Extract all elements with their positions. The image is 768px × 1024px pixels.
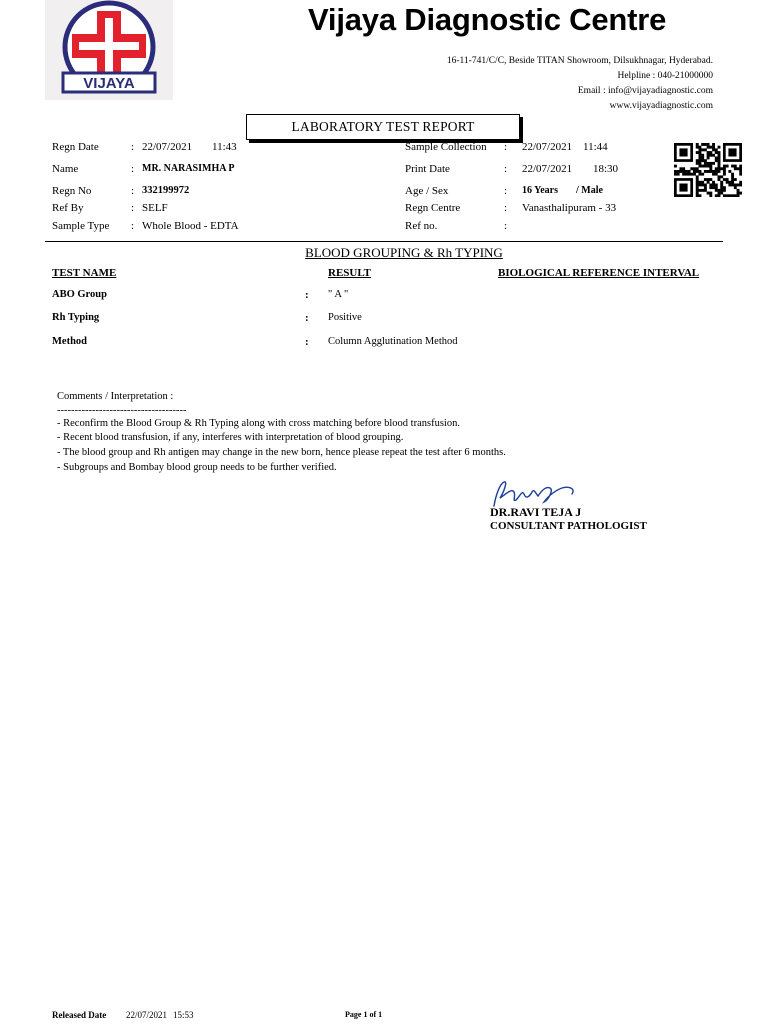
colon: : bbox=[504, 185, 508, 197]
centre-email[interactable]: Email : info@vijayadiagnostic.com bbox=[577, 86, 713, 96]
column-test-name: TEST NAME bbox=[52, 267, 117, 279]
sample-collection-label: Sample Collection bbox=[405, 141, 487, 153]
section-title-text: BLOOD GROUPING & Rh TYPING bbox=[305, 245, 503, 260]
centre-website[interactable]: www.vijayadiagnostic.com bbox=[609, 101, 713, 111]
colon: : bbox=[131, 185, 135, 197]
colon: : bbox=[504, 202, 508, 214]
centre-helpline: Helpline : 040-21000000 bbox=[617, 71, 713, 81]
released-time: 15:53 bbox=[173, 1010, 194, 1020]
sample-type-value: Whole Blood - EDTA bbox=[142, 220, 239, 232]
comments-divider: ------------------------------------- bbox=[57, 404, 187, 416]
regn-date-value: 22/07/2021 bbox=[142, 141, 193, 153]
centre-name: Vijaya Diagnostic Centre bbox=[308, 2, 667, 37]
ref-no-label: Ref no. bbox=[405, 220, 438, 232]
regn-date-label: Regn Date bbox=[52, 141, 99, 153]
result-name-rh: Rh Typing bbox=[52, 312, 100, 323]
sample-collection-time: 11:44 bbox=[583, 141, 608, 153]
colon: : bbox=[305, 312, 309, 324]
qr-code bbox=[674, 143, 742, 197]
signatory-title: CONSULTANT PATHOLOGIST bbox=[490, 520, 647, 532]
age-sex-label: Age / Sex bbox=[405, 185, 449, 197]
report-title: LABORATORY TEST REPORT bbox=[246, 114, 520, 140]
released-label: Released Date bbox=[52, 1010, 107, 1020]
signatory-name: DR.RAVI TEJA J bbox=[490, 505, 582, 519]
svg-text:VIJAYA: VIJAYA bbox=[83, 75, 135, 92]
colon: : bbox=[305, 289, 309, 301]
column-result: RESULT bbox=[328, 267, 372, 279]
result-value-method: Column Agglutination Method bbox=[328, 336, 458, 347]
regn-centre-label: Regn Centre bbox=[405, 202, 461, 214]
comment-line: - Recent blood transfusion, if any, interferes with interpretation of blood grouping. bbox=[57, 432, 404, 444]
print-time-value: 18:30 bbox=[593, 163, 619, 175]
sex-value: / Male bbox=[576, 185, 603, 196]
sample-collection-date: 22/07/2021 bbox=[522, 141, 573, 153]
patient-name: MR. NARASIMHA P bbox=[142, 163, 235, 174]
qr-code-icon bbox=[674, 143, 742, 197]
colon: : bbox=[131, 141, 135, 153]
comments-block bbox=[57, 390, 506, 476]
result-value-abo: " A " bbox=[328, 289, 349, 300]
colon: : bbox=[131, 202, 135, 214]
logo bbox=[45, 0, 173, 100]
regn-centre-value: Vanasthalipuram - 33 bbox=[522, 202, 617, 214]
vijaya-cross-logo bbox=[45, 0, 173, 100]
released-date: 22/07/2021 bbox=[126, 1010, 168, 1020]
comments-heading: Comments / Interpretation : bbox=[57, 391, 174, 402]
regn-time-value: 11:43 bbox=[212, 141, 237, 153]
regn-no-label: Regn No bbox=[52, 185, 92, 197]
result-value-rh: Positive bbox=[328, 312, 362, 323]
comment-line: - Reconfirm the Blood Group & Rh Typing along with cross matching before blood transfusion. bbox=[57, 417, 460, 429]
regn-no-value: 332199972 bbox=[142, 185, 190, 196]
page-number: Page 1 of 1 bbox=[345, 1010, 383, 1019]
colon: : bbox=[131, 163, 135, 175]
result-name-method: Method bbox=[52, 336, 87, 347]
colon: : bbox=[504, 141, 508, 153]
print-date-label: Print Date bbox=[405, 163, 450, 175]
print-date-value: 22/07/2021 bbox=[522, 163, 573, 175]
ref-by-value: SELF bbox=[142, 202, 168, 214]
section-title bbox=[0, 245, 768, 261]
ref-by-label: Ref By bbox=[52, 202, 84, 214]
comment-line: - The blood group and Rh antigen may change in the new born, hence please repeat the test after 6 months. bbox=[57, 447, 506, 459]
colon: : bbox=[131, 220, 135, 232]
divider-line bbox=[45, 241, 723, 242]
result-name-abo: ABO Group bbox=[52, 289, 107, 300]
comment-line: - Subgroups and Bombay blood group needs to be further verified. bbox=[57, 461, 337, 473]
colon: : bbox=[504, 220, 508, 232]
sample-type-label: Sample Type bbox=[52, 220, 110, 232]
colon: : bbox=[504, 163, 508, 175]
colon: : bbox=[305, 336, 309, 348]
column-reference-interval: BIOLOGICAL REFERENCE INTERVAL bbox=[498, 267, 700, 279]
name-label: Name bbox=[52, 163, 79, 175]
age-value: 16 Years bbox=[522, 185, 559, 196]
centre-address: 16-11-741/C/C, Beside TITAN Showroom, Dilsukhnagar, Hyderabad. bbox=[446, 56, 713, 66]
